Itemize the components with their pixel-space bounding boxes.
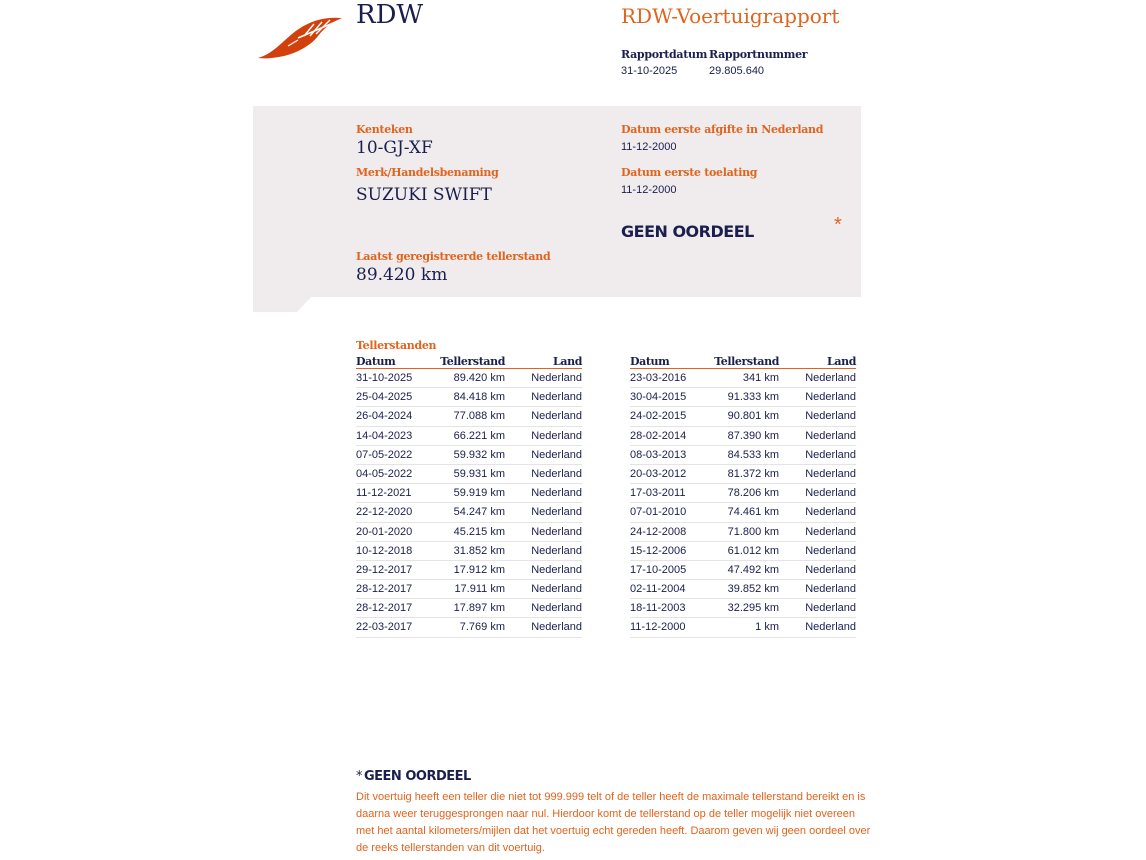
row-date: 02-11-2004 [630,583,686,596]
table-row [356,427,582,446]
row-reading: 47.492 km [727,563,779,576]
first-admission-value: 11-12-2000 [621,184,677,196]
table-row [630,388,856,407]
table-header [630,355,856,369]
row-reading: 45.215 km [453,525,505,538]
row-date: 14-04-2023 [356,429,413,442]
row-country: Nederland [805,583,856,596]
row-date: 10-12-2018 [356,544,413,557]
last-odometer-label: Laatst geregistreerde tellerstand [356,250,551,263]
table-row [356,388,582,407]
header-date: Datum [356,355,396,368]
row-country: Nederland [805,544,856,557]
row-date: 17-10-2005 [630,563,687,576]
table-row [356,503,582,522]
report-number-label: Rapportnummer [709,48,808,61]
row-country: Nederland [805,602,856,615]
row-date: 28-12-2017 [356,602,413,615]
table-row [630,503,856,522]
report-date-block [621,48,707,77]
first-nl-value: 11-12-2000 [621,141,677,153]
table-row [630,599,856,618]
row-date: 17-03-2011 [630,487,686,500]
make-field [356,166,499,205]
note-title [356,769,471,784]
table-row [630,484,856,503]
row-reading: 90.801 km [727,410,779,423]
row-date: 31-10-2025 [356,372,413,384]
row-reading: 81.372 km [727,467,779,480]
header-reading: Tellerstand [714,355,779,368]
row-country: Nederland [531,372,582,384]
table-row [630,465,856,484]
row-date: 23-03-2016 [630,372,687,384]
last-odometer-value: 89.420 km [356,265,448,285]
row-date: 22-12-2020 [356,506,413,519]
row-reading: 61.012 km [727,544,779,557]
row-date: 22-03-2017 [356,621,413,634]
table-header [356,355,582,369]
row-country: Nederland [805,563,856,576]
table-row [630,561,856,580]
table-row [630,427,856,446]
row-date: 18-11-2003 [630,602,686,615]
note-title-text: GEEN OORDEEL [364,769,471,784]
report-number-block [709,48,807,77]
rdw-logo-icon [258,14,342,62]
row-reading: 17.897 km [453,602,505,615]
plate-field [356,123,433,158]
table-row [356,484,582,503]
table-row [630,446,856,465]
header-country: Land [827,355,856,368]
row-country: Nederland [531,621,582,634]
row-reading: 71.800 km [727,525,779,538]
row-country: Nederland [805,525,856,538]
row-reading: 7.769 km [459,621,505,634]
first-nl-label: Datum eerste afgifte in Nederland [621,123,824,136]
first-admission-field [621,166,757,196]
row-reading: 31.852 km [453,544,505,557]
row-reading: 54.247 km [453,506,505,519]
row-country: Nederland [531,448,582,461]
row-reading: 91.333 km [727,391,779,404]
make-value: SUZUKI SWIFT [356,185,492,205]
row-country: Nederland [531,602,582,615]
table-row [356,542,582,561]
table-row [356,580,582,599]
note-body: Dit voertuig heeft een teller die niet tot 999.999 telt of de teller heeft de maximale tellerstand bereikt en is daarna weer teruggesprongen naar nul. Hierdoor komt de tellerstand op de teller mogelijk niet overeen met het aantal kilometers/mijlen dat het voertuig echt gereden heeft. Daarom geven wij geen oordeel over de reeks tellerstanden van dit voertuig. [356,791,871,854]
report-number: 29.805.640 [709,65,765,77]
row-date: 20-01-2020 [356,525,413,538]
row-country: Nederland [805,467,856,480]
note-asterisk: * [356,769,362,784]
row-country: Nederland [531,525,582,538]
plate-value: 10-GJ-XF [356,138,433,158]
row-country: Nederland [531,583,582,596]
row-reading: 87.390 km [727,429,779,442]
table-row [356,465,582,484]
row-country: Nederland [531,487,582,500]
table-row [356,618,582,637]
row-country: Nederland [805,621,856,634]
odometer-section-title: Tellerstanden [356,339,437,352]
row-date: 04-05-2022 [356,467,413,480]
first-admission-label: Datum eerste toelating [621,166,758,179]
row-date: 07-01-2010 [630,506,687,519]
first-nl-field [621,123,823,153]
row-date: 11-12-2021 [356,487,412,500]
last-odometer-field [356,250,550,285]
report-date: 31-10-2025 [621,65,678,77]
row-country: Nederland [531,467,582,480]
row-date: 20-03-2012 [630,467,687,480]
table-row [356,599,582,618]
table-row [356,407,582,426]
verdict-asterisk: * [834,214,842,236]
report-title: RDW-Voertuigrapport [621,4,840,28]
odometer-table-left [356,355,582,638]
row-date: 28-12-2017 [356,583,413,596]
row-date: 26-04-2024 [356,410,413,423]
row-reading: 17.912 km [453,563,505,576]
row-date: 15-12-2006 [630,544,687,557]
header-country: Land [553,355,582,368]
row-date: 30-04-2015 [630,391,687,404]
plate-label: Kenteken [356,123,413,136]
row-country: Nederland [805,410,856,423]
row-country: Nederland [805,506,856,519]
row-reading: 89.420 km [453,372,505,384]
row-reading: 74.461 km [727,506,779,519]
header-date: Datum [630,355,670,368]
row-country: Nederland [805,448,856,461]
row-date: 07-05-2022 [356,448,413,461]
row-date: 08-03-2013 [630,448,687,461]
table-row [356,369,582,388]
row-country: Nederland [531,544,582,557]
row-date: 11-12-2000 [630,621,686,634]
row-reading: 84.533 km [727,448,779,461]
header-reading: Tellerstand [440,355,505,368]
row-reading: 39.852 km [727,583,779,596]
row-date: 29-12-2017 [356,563,413,576]
odometer-table-right [630,355,856,638]
row-country: Nederland [805,391,856,404]
row-country: Nederland [805,429,856,442]
row-date: 25-04-2025 [356,391,413,404]
table-row [356,446,582,465]
row-reading: 341 km [742,372,779,384]
row-reading: 78.206 km [727,487,779,500]
row-country: Nederland [805,372,856,384]
row-country: Nederland [531,429,582,442]
table-row [630,523,856,542]
table-row [630,580,856,599]
row-reading: 77.088 km [453,410,505,423]
row-country: Nederland [531,563,582,576]
table-row [630,618,856,637]
row-reading: 1 km [755,621,779,634]
verdict: GEEN OORDEEL [621,222,754,241]
table-row [630,542,856,561]
table-row [356,561,582,580]
row-reading: 84.418 km [453,391,505,404]
row-date: 24-12-2008 [630,525,687,538]
table-row [630,407,856,426]
table-row [356,523,582,542]
brand-name: RDW [356,0,424,30]
row-country: Nederland [531,391,582,404]
row-reading: 59.931 km [453,467,505,480]
row-country: Nederland [531,410,582,423]
report-date-label: Rapportdatum [621,48,708,61]
row-date: 24-02-2015 [630,410,687,423]
row-country: Nederland [531,506,582,519]
table-row [630,369,856,388]
row-reading: 59.932 km [453,448,505,461]
make-label: Merk/Handelsbenaming [356,166,499,179]
row-country: Nederland [805,487,856,500]
row-reading: 32.295 km [727,602,779,615]
row-reading: 66.221 km [453,429,505,442]
row-date: 28-02-2014 [630,429,687,442]
row-reading: 17.911 km [454,583,505,596]
row-reading: 59.919 km [453,487,505,500]
